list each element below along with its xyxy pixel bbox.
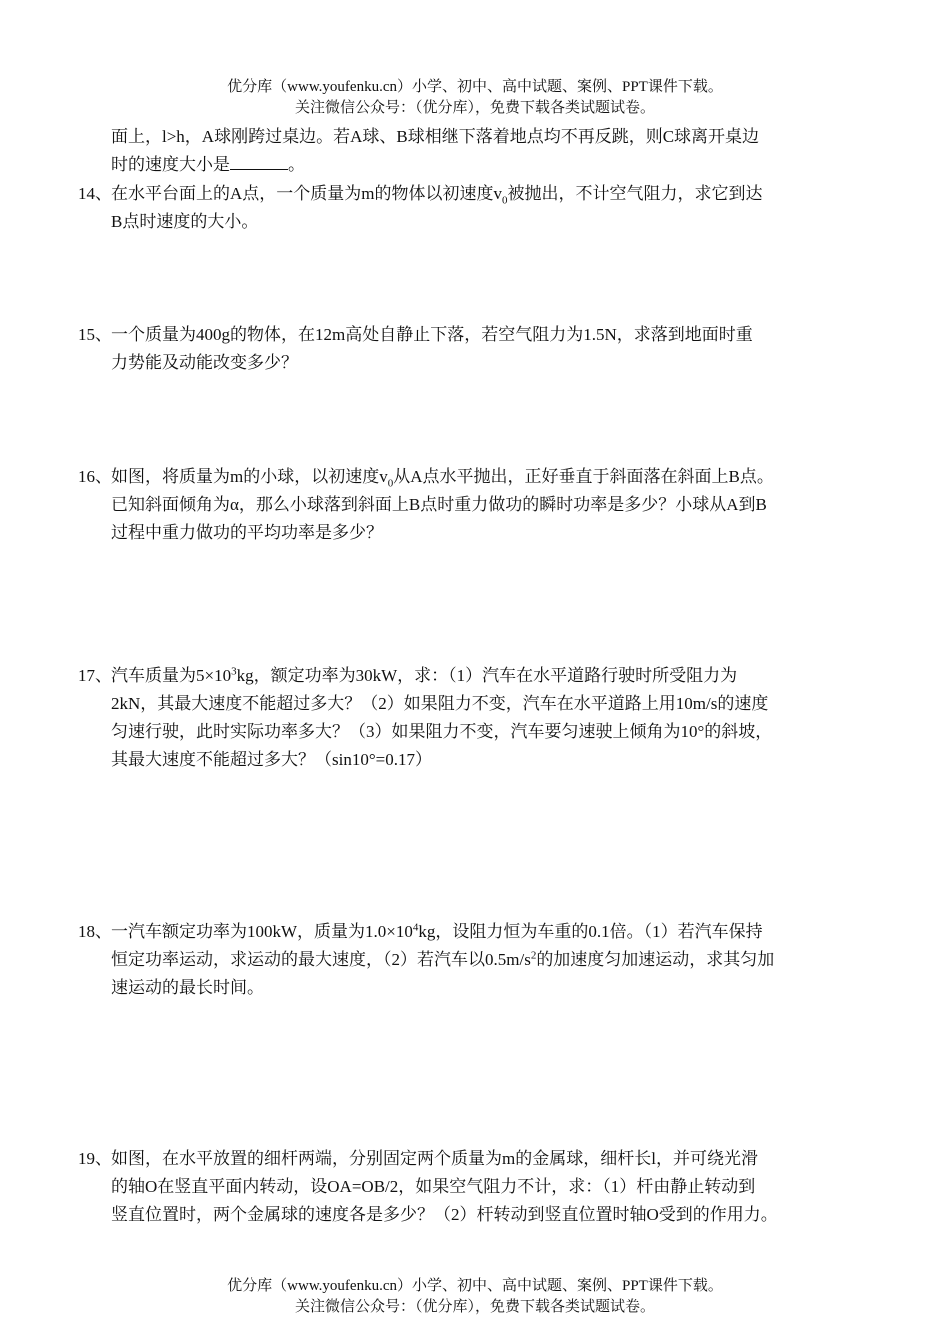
q18-line-2 bbox=[111, 948, 774, 972]
q15-line-1: 一个质量为400g的物体，在12m高处自静止下落，若空气阻力为1.5N，求落到地面时重 bbox=[111, 325, 753, 344]
q16-subscript: 0 bbox=[387, 477, 394, 490]
q18-line-2-a: 恒定功率运动，求运动的最大速度，（2）若汽车以0.5m/s bbox=[111, 950, 531, 969]
q16-line-3: 过程中重力做功的平均功率是多少？ bbox=[111, 523, 383, 542]
q18-number: 18、 bbox=[78, 922, 112, 941]
q16-number: 16、 bbox=[78, 467, 112, 486]
q13-cont-line-2-end: 。 bbox=[288, 155, 305, 174]
q19-line-1: 如图，在水平放置的细杆两端，分别固定两个质量为m的金属球，细杆长l，并可绕光滑 bbox=[111, 1149, 758, 1168]
q16-line-1 bbox=[111, 465, 774, 489]
q17-line-1-a: 汽车质量为5×10 bbox=[111, 666, 232, 685]
q14-line-1-b: 被抛出，不计空气阻力，求它到达 bbox=[507, 184, 763, 203]
q17-line-2: 2kN，其最大速度不能超过多大？（2）如果阻力不变，汽车在水平道路上用10m/s的速度 bbox=[111, 694, 769, 713]
footer-line-1: 优分库（www.youfenku.cn）小学、初中、高中试题、案例、PPT课件下载。 bbox=[227, 1278, 723, 1294]
answer-blank bbox=[230, 153, 288, 170]
q13-cont-line-2 bbox=[111, 153, 305, 177]
q16-line-1-b: 从A点水平抛出，正好垂直于斜面落在斜面上B点。 bbox=[393, 467, 774, 486]
q15-number: 15、 bbox=[78, 325, 112, 344]
q18-line-2-superscript: 2 bbox=[530, 949, 537, 962]
q17-line-1-b: kg，额定功率为30kW，求：（1）汽车在水平道路行驶时所受阻力为 bbox=[236, 666, 738, 685]
q18-line-1-b: kg，设阻力恒为车重的0.1倍。（1）若汽车保持 bbox=[418, 922, 763, 941]
q17-line-3: 匀速行驶，此时实际功率多大？（3）如果阻力不变，汽车要匀速驶上倾角为10°的斜坡， bbox=[111, 722, 773, 741]
q16-line-1-a: 如图，将质量为m的小球，以初速度v bbox=[111, 467, 388, 486]
q18-line-1 bbox=[111, 920, 763, 944]
q16-line-2: 已知斜面倾角为α，那么小球落到斜面上B点时重力做功的瞬时功率是多少？小球从A到B bbox=[111, 495, 767, 514]
footer-line-2: 关注微信公众号：（优分库），免费下载各类试题试卷。 bbox=[294, 1299, 655, 1315]
q19-line-2: 的轴O在竖直平面内转动，设OA=OB/2，如果空气阻力不计，求：（1）杆由静止转动到 bbox=[111, 1177, 756, 1196]
q17-line-1 bbox=[111, 664, 737, 688]
q19-number: 19、 bbox=[78, 1149, 112, 1168]
q14-number: 14、 bbox=[78, 184, 112, 203]
q18-line-2-b: 的加速度匀加速运动，求其匀加 bbox=[536, 950, 775, 969]
q13-cont-line-2-text: 时的速度大小是 bbox=[111, 155, 230, 174]
q13-cont-line-1: 面上，l>h，A球刚跨过桌边。若A球、B球相继下落着地点均不再反跳，则C球离开桌边 bbox=[111, 127, 760, 146]
q14-subscript: 0 bbox=[502, 194, 508, 207]
q17-line-4: 其最大速度不能超过多大？（sin10°=0.17） bbox=[111, 750, 432, 769]
q17-superscript: 3 bbox=[231, 665, 237, 678]
q18-superscript: 4 bbox=[412, 921, 419, 934]
q17-number: 17、 bbox=[78, 666, 112, 685]
q18-line-1-a: 一汽车额定功率为100kW，质量为1.0×10 bbox=[111, 922, 413, 941]
q14-line-2: B点时速度的大小。 bbox=[111, 212, 259, 231]
header-line-1: 优分库（www.youfenku.cn）小学、初中、高中试题、案例、PPT课件下载。 bbox=[227, 79, 723, 95]
q14-line-1-a: 在水平台面上的A点，一个质量为m的物体以初速度v bbox=[111, 184, 502, 203]
q18-line-3: 速运动的最长时间。 bbox=[111, 978, 264, 997]
q19-line-3: 竖直位置时，两个金属球的速度各是多少？（2）杆转动到竖直位置时轴O受到的作用力。 bbox=[111, 1205, 778, 1224]
q14-line-1 bbox=[111, 182, 763, 206]
q15-line-2: 力势能及动能改变多少？ bbox=[111, 353, 298, 372]
header-line-2: 关注微信公众号：（优分库），免费下载各类试题试卷。 bbox=[294, 100, 655, 116]
